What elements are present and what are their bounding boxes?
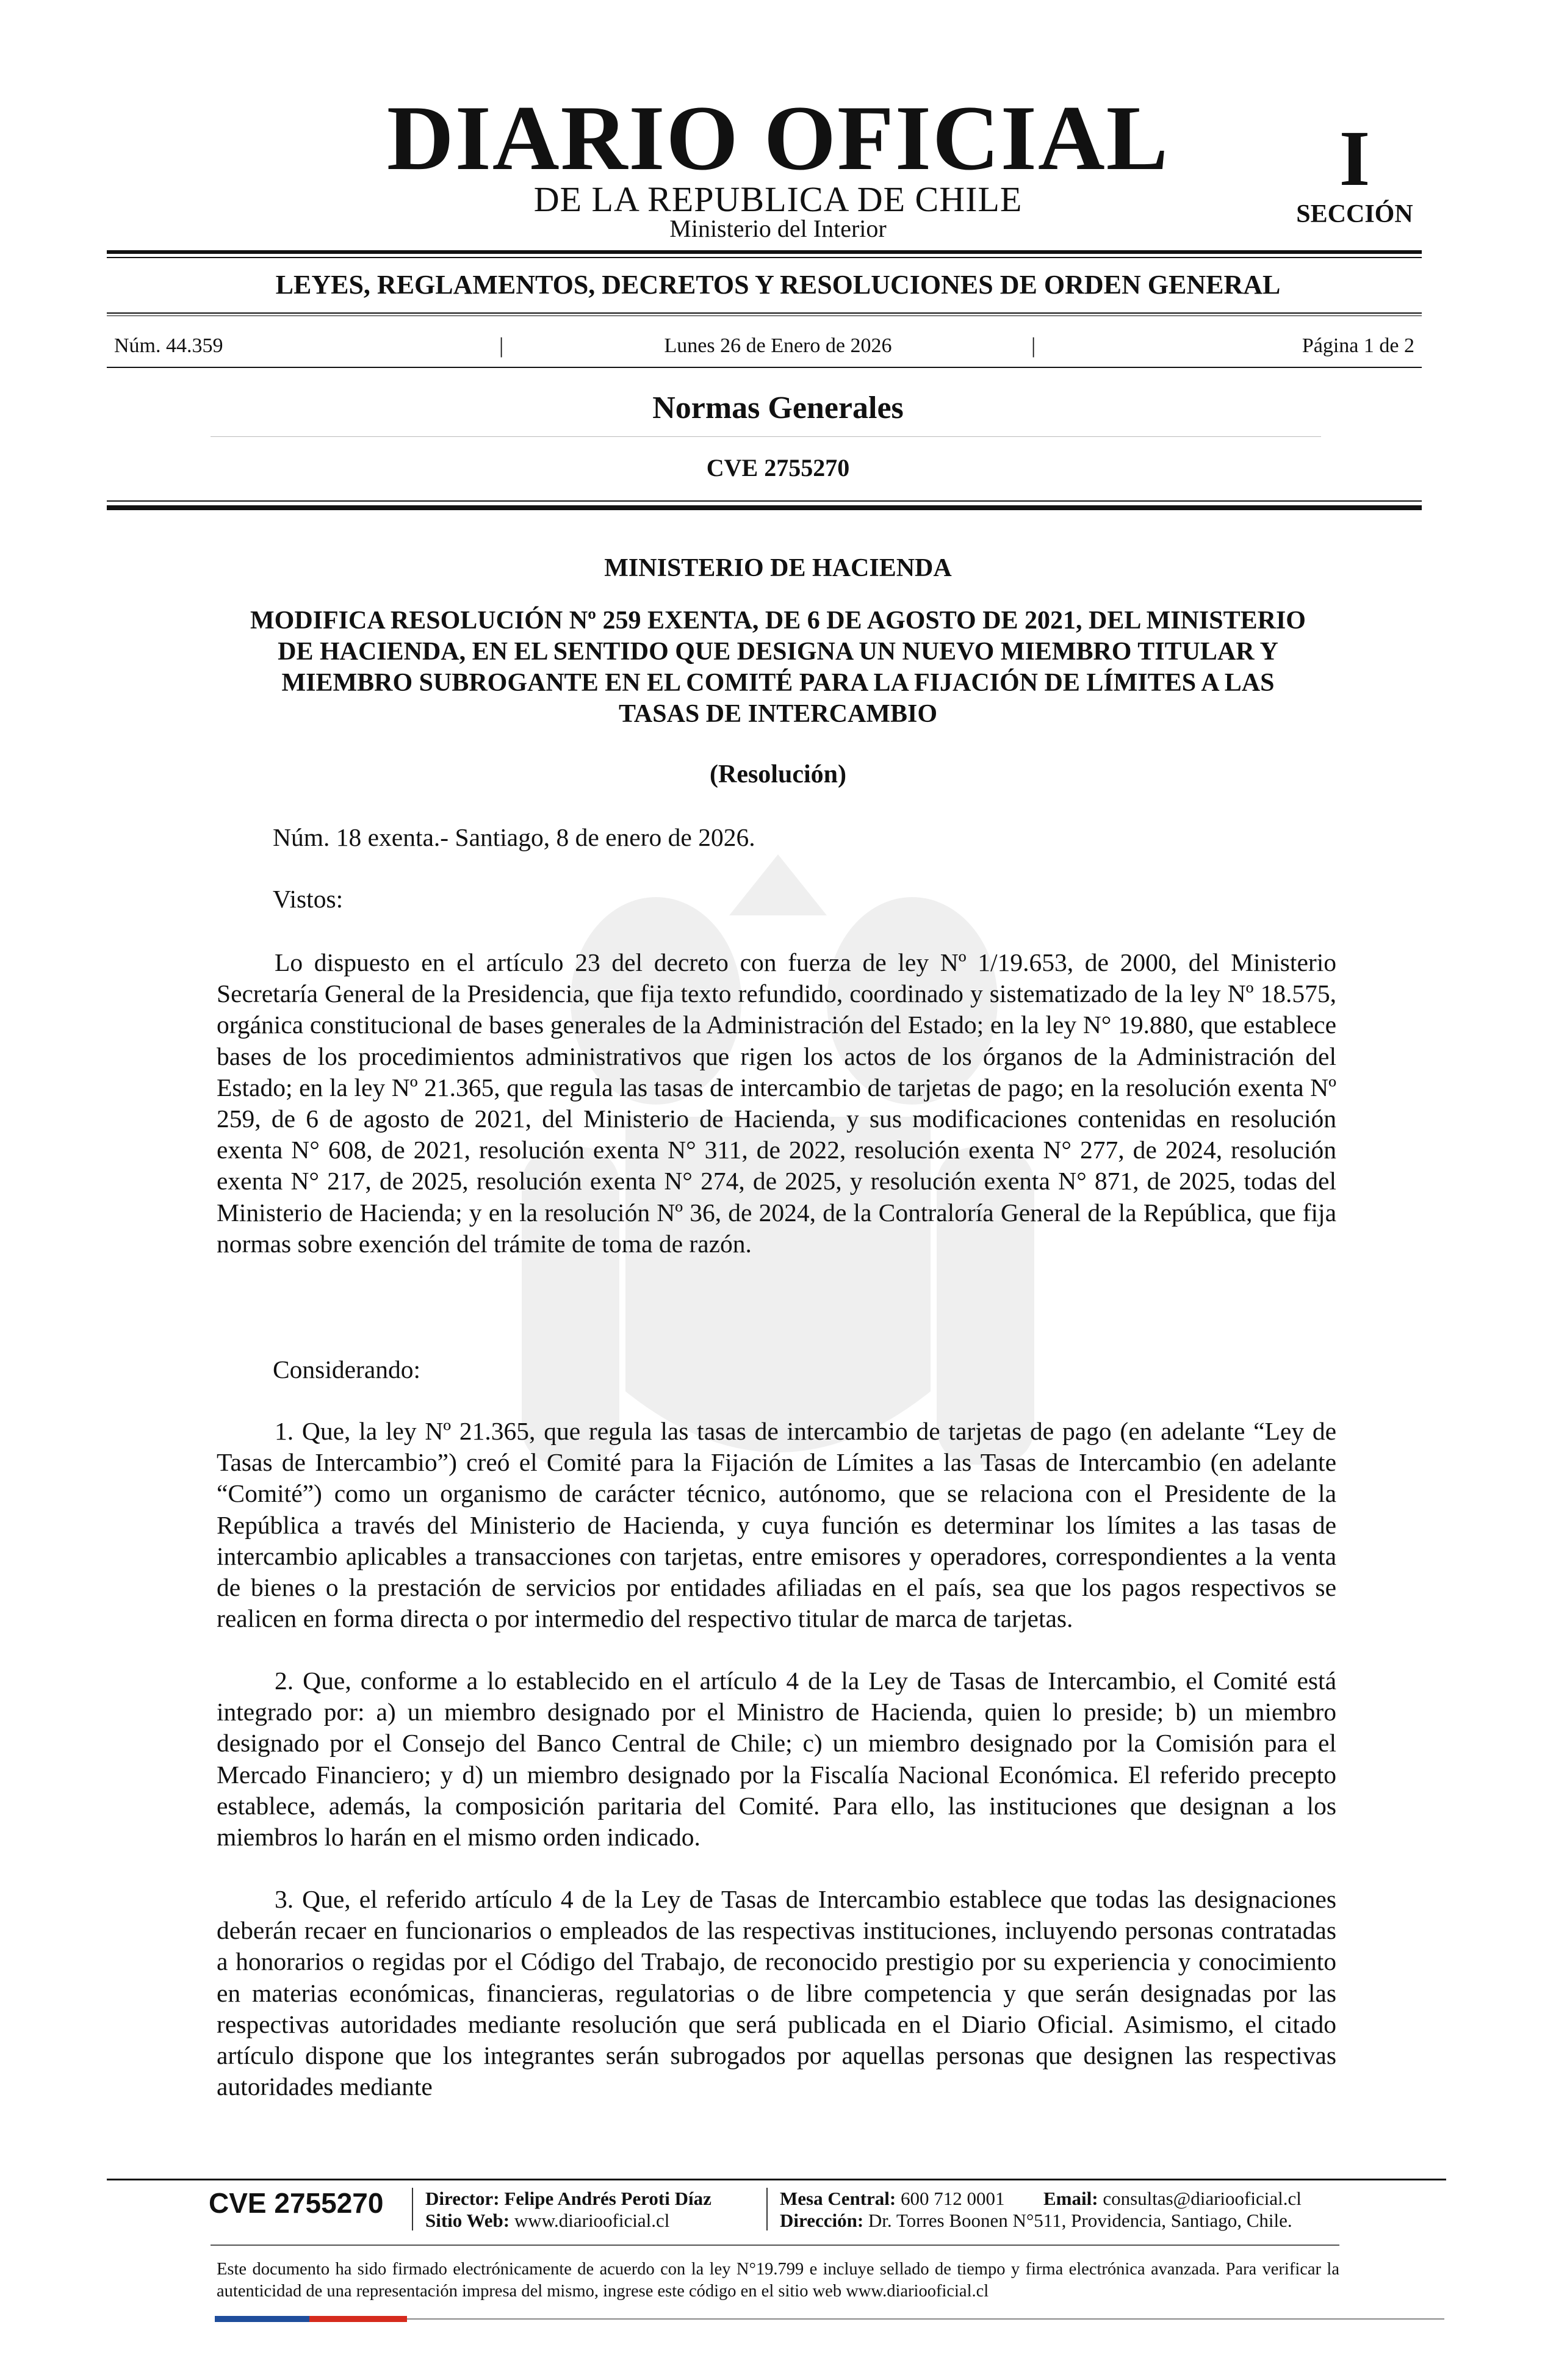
- considerando-paragraph: 2. Que, conforme a lo establecido en el artículo 4 de la Ley de Tasas de Intercambio, el Comité está integrado por: a) un miembro designado por el Ministro de Hacienda, quien lo preside; b) un miembro designado por el Consejo del Banco Central de Chile; c) un miembro designado por la Comisión para el Mercado Financiero; y d) un miembro designado por la Fiscalía Nacional Económica. El referido precepto establece, además, la composición paritaria del Comité. Para ello, las instituciones que designan a los miembros lo harán en el mismo orden indicado.: [217, 1667, 1336, 1852]
- issue-date: Lunes 26 de Enero de 2026: [664, 334, 892, 357]
- masthead-title: DIARIO OFICIAL: [386, 87, 1170, 189]
- footer-bottom-line: [407, 2318, 1444, 2320]
- footer-website: Sitio Web: www.diariooficial.cl: [425, 2210, 670, 2231]
- page-indicator: Página 1 de 2: [1302, 334, 1414, 357]
- masthead-ministry: Ministerio del Interior: [669, 215, 887, 242]
- footer-divider: [412, 2188, 413, 2230]
- footer-rule-2: [211, 2245, 1339, 2246]
- section-heading: Normas Generales: [652, 391, 904, 425]
- flag-stripe-blue: [215, 2316, 309, 2322]
- meta-separator: |: [499, 333, 504, 358]
- section-number: I: [1339, 115, 1371, 203]
- footer-divider: [766, 2188, 768, 2230]
- vistos-label: Vistos:: [273, 885, 344, 913]
- section-heading-rule: [211, 436, 1321, 437]
- section-label: SECCIÓN: [1296, 200, 1413, 228]
- footer-address: Dirección: Dr. Torres Boonen N°511, Providencia, Santiago, Chile.: [780, 2210, 1292, 2231]
- banner-heading: LEYES, REGLAMENTOS, DECRETOS Y RESOLUCIONES DE ORDEN GENERAL: [275, 270, 1281, 300]
- header-rule-thin: [107, 500, 1422, 502]
- cve-code: CVE 2755270: [706, 454, 850, 481]
- header-rule-thick: [107, 505, 1422, 510]
- considerando-paragraph: 3. Que, el referido artículo 4 de la Ley de Tasas de Intercambio establece que todas las designaciones deberán recaer en funcionarios o empleados de las respectivas instituciones, incluyendo personas contratadas a honorarios o regidas por el Código del Trabajo, de reconocido prestigio por su experiencia y conocimiento en materias económicas, financieras, regulatorias o de libre competencia y que serán designadas por las respectivas autoridades mediante resolución que será publicada en el Diario Oficial. Asimismo, el citado artículo dispone que los integrantes serán subrogados por aquellas personas que designen las respectivas autoridades mediante: [217, 1885, 1336, 2101]
- flag-stripe-red: [309, 2316, 407, 2322]
- document-ministry: MINISTERIO DE HACIENDA: [604, 554, 952, 582]
- banner-rule-top: [107, 312, 1422, 314]
- footer-email: Email: consultas@diariooficial.cl: [1043, 2188, 1302, 2209]
- vistos-paragraph: Lo dispuesto en el artículo 23 del decreto con fuerza de ley Nº 1/19.653, de 2000, del Ministerio Secretaría General de la Presidencia, que fija texto refundido, coordinado y sistematizado de la ley Nº 18.575, orgánica constitucional de bases generales de la Administración del Estado; en la ley N° 19.880, que establece bases de los procedimientos administrativos que rigen los actos de los órganos de la Administración del Estado; en la ley Nº 21.365, que regula las tasas de intercambio de tarjetas de pago; en la resolución exenta Nº 259, de 6 de agosto de 2021, del Ministerio de Hacienda, y sus modificaciones contenidas en resolución exenta N° 608, de 2021, resolución exenta N° 311, de 2022, resolución exenta N° 277, de 2024, resolución exenta N° 217, de 2025, resolución exenta N° 274, de 2025, y resolución exenta N° 871, de 2025, todas del Ministerio de Hacienda; y en la resolución Nº 36, de 2024, de la Contraloría General de la República, que fija normas sobre exención del trámite de toma de razón.: [217, 948, 1336, 1258]
- masthead-rule-thick: [107, 250, 1422, 254]
- issue-number: Núm. 44.359: [114, 334, 223, 357]
- resolution-number-line: Núm. 18 exenta.- Santiago, 8 de enero de 2026.: [273, 823, 755, 851]
- considerando-paragraph: 1. Que, la ley Nº 21.365, que regula las tasas de intercambio de tarjetas de pago (en adelante “Ley de Tasas de Intercambio”) creó el Comité para la Fijación de Límites a las Tasas de Intercambio (en adelante “Comité”) como un organismo de carácter técnico, autónomo, que se relaciona con el Presidente de la República a través del Ministerio de Hacienda, y cuya función es determinar los límites a las tasas de intercambio aplicables a transacciones con tarjetas, entre emisores y operadores, correspondientes a la venta de bienes o la prestación de servicios por entidades afiliadas en el país, sea que los pagos respectivos se realicen en forma directa o por intermedio del respectivo titular de marca de tarjetas.: [217, 1417, 1336, 1633]
- footer-director: Director: Felipe Andrés Peroti Díaz: [425, 2188, 711, 2209]
- document-title: MODIFICA RESOLUCIÓN Nº 259 EXENTA, DE 6 DE AGOSTO DE 2021, DEL MINISTERIO DE HACIENDA, EN EL SENTIDO QUE DESIGNA UN NUEVO MIEMBRO TITULAR Y MIEMBRO SUBROGANTE EN EL COMITÉ PARA LA FIJACIÓN DE LÍMITES A LAS TASAS DE INTERCAMBIO: [250, 607, 1306, 728]
- masthead-subtitle: DE LA REPUBLICA DE CHILE: [533, 179, 1023, 219]
- considerando-label: Considerando:: [273, 1355, 421, 1383]
- footer-cve-code: CVE 2755270: [209, 2187, 384, 2219]
- masthead-rule-thin: [107, 257, 1422, 258]
- document-type: (Resolución): [710, 760, 846, 788]
- footer-signature-note: Este documento ha sido firmado electrónicamente de acuerdo con la ley N°19.799 e incluye sellado de tiempo y firma electrónica avanzada. Para verificar la autenticidad de una representación impresa del mismo, ingrese este código en el sitio web www.diariooficial.cl: [217, 2260, 1339, 2301]
- footer-rule: [107, 2179, 1446, 2180]
- meta-separator: |: [1031, 333, 1036, 358]
- meta-rule: [107, 367, 1422, 368]
- footer-phone: Mesa Central: 600 712 0001: [780, 2188, 1005, 2209]
